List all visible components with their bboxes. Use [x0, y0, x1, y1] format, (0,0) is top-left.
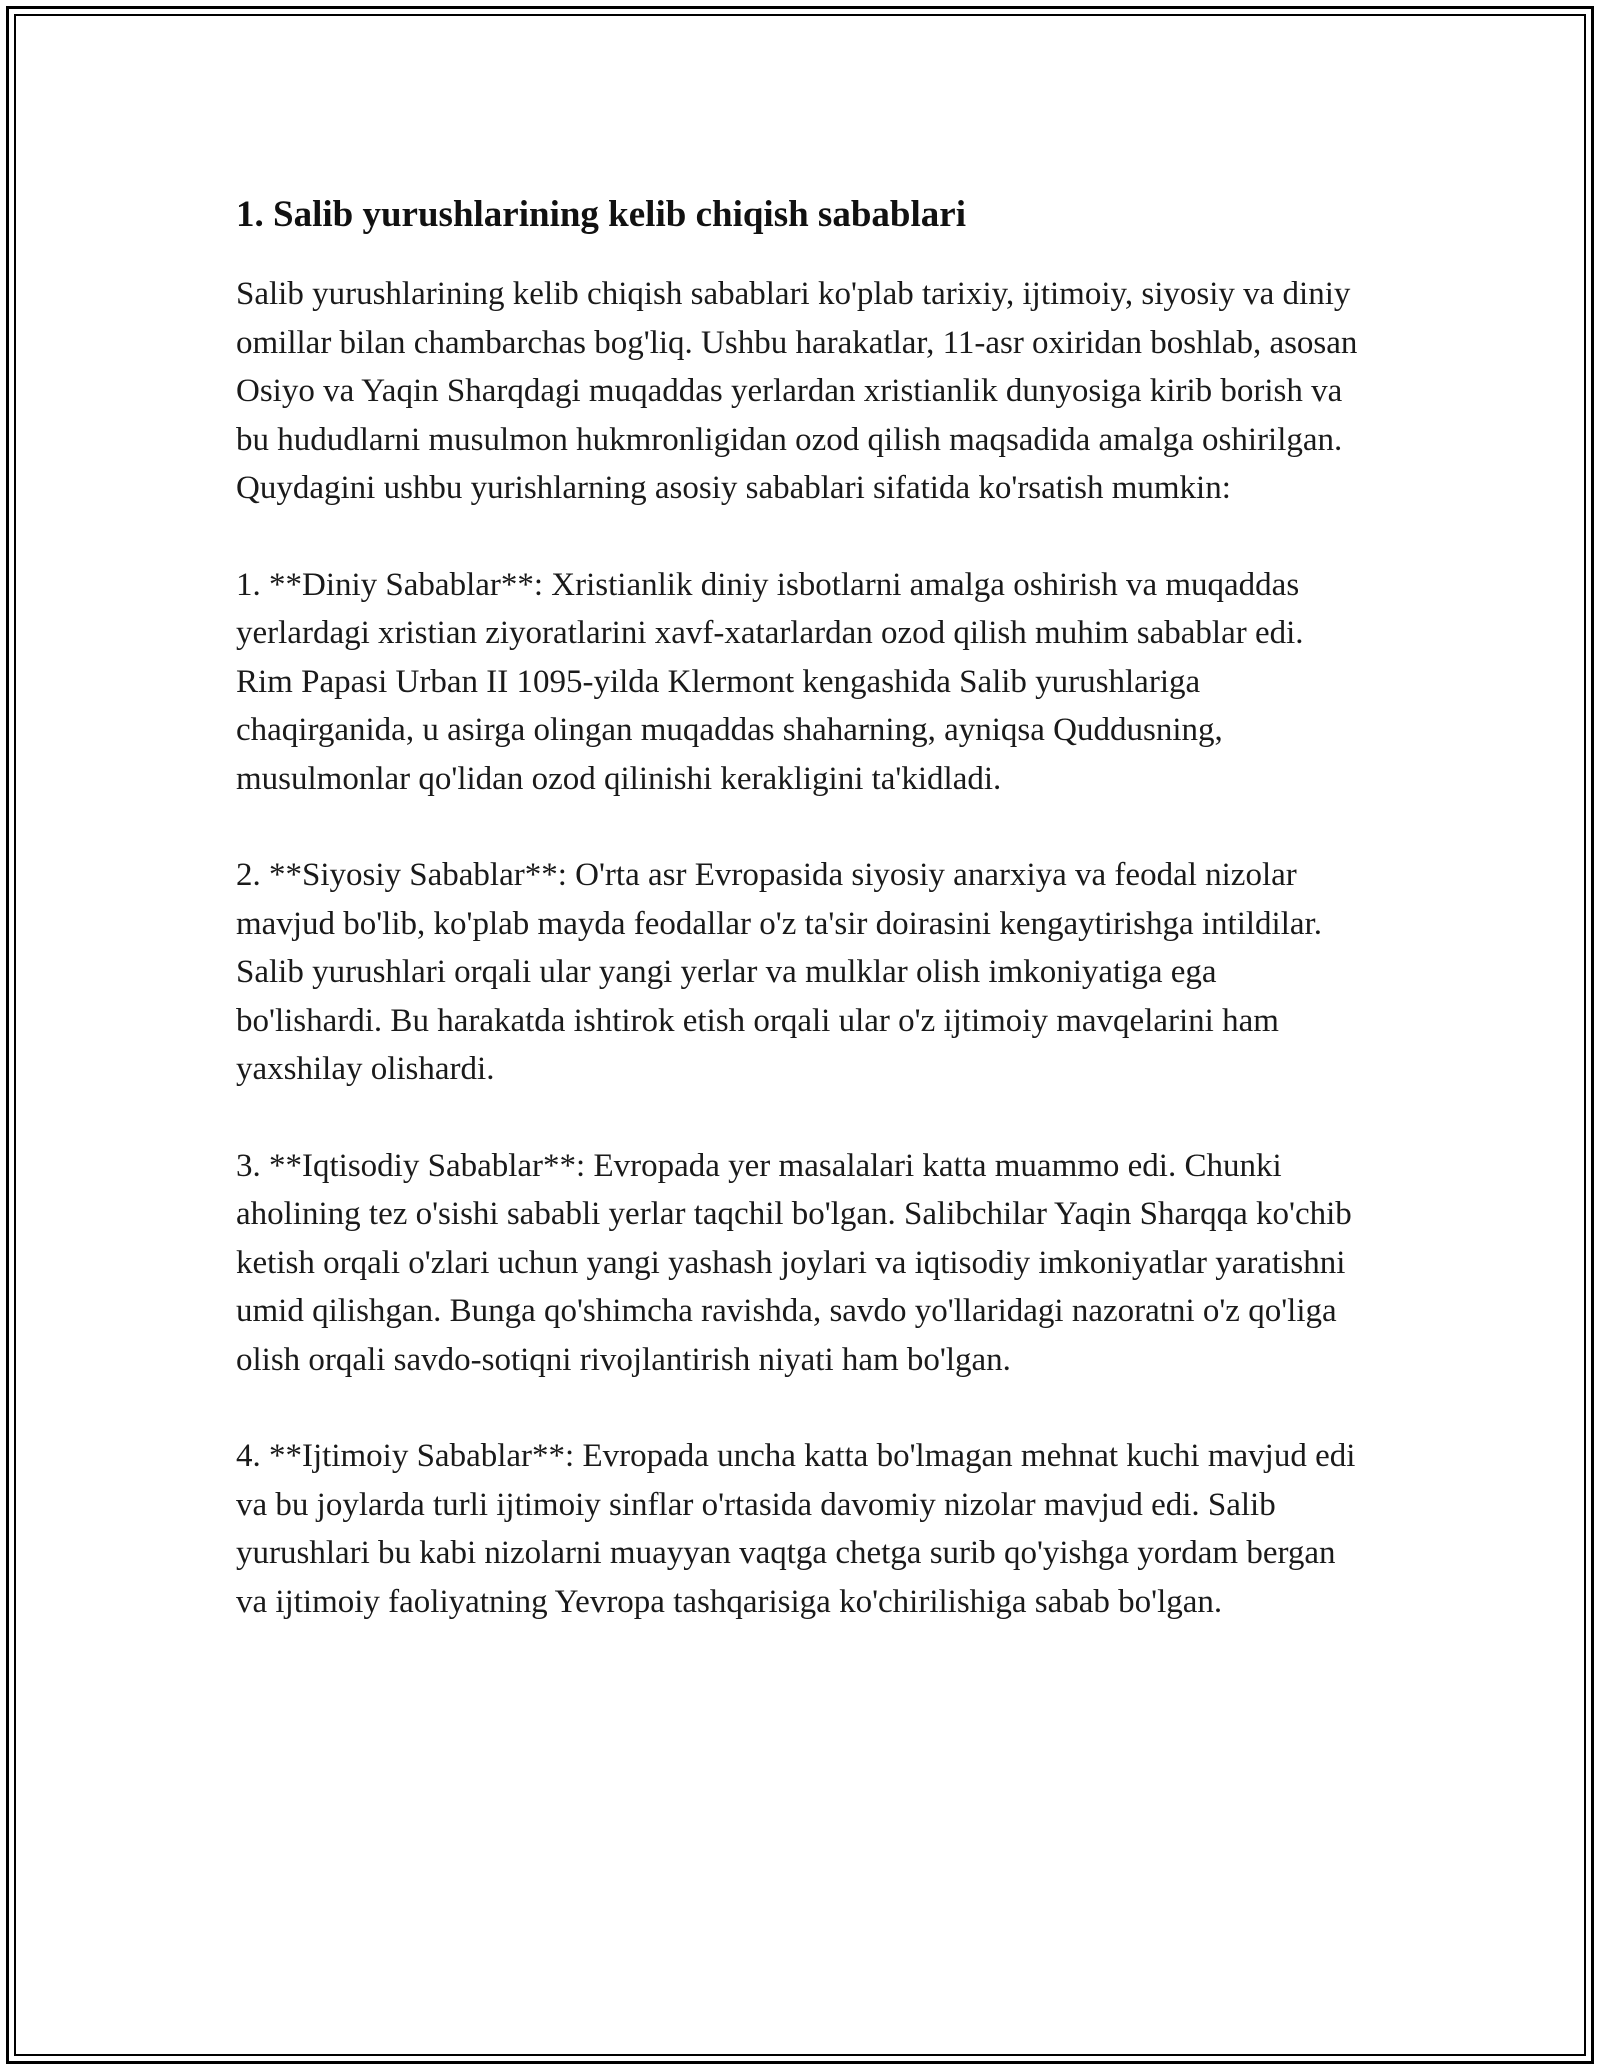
- section-title: 1. Salib yurushlarining kelib chiqish sabablari: [236, 194, 966, 235]
- paragraph-social-reasons: 4. **Ijtimoiy Sabablar**: Evropada uncha katta bo'lmagan mehnat kuchi mavjud edi va bu joylarda turli ijtimoiy sinflar o'rtasida davomiy nizolar mavjud edi. Salib yurushlari bu kabi nizolarni muayyan vaqtga chetga surib qo'yishga yordam bergan va ijtimoiy faoliyatning Yevropa tashqarisiga ko'chirilishiga sabab bo'lgan.: [236, 1438, 1356, 1620]
- paragraph-religious-reasons: 1. **Diniy Sabablar**: Xristianlik diniy isbotlarni amalga oshirish va muqaddas yerlardagi xristian ziyoratlarini xavf-xatarlardan ozod qilish muhim sabablar edi. Rim Papasi Urban II 1095-yilda Klermont kengashida Salib yurushlariga chaqirganida, u asirga olingan muqaddas shaharning, ayniqsa Quddusning, musulmonlar qo'lidan ozod qilinishi kerakligini ta'kidladi.: [236, 566, 1304, 797]
- paragraph-economic-reasons: 3. **Iqtisodiy Sabablar**: Evropada yer masalalari katta muammo edi. Chunki aholining tez o'sishi sababli yerlar taqchil bo'lgan. Salibchilar Yaqin Sharqqa ko'chib ketish orqali o'zlari uchun yangi yashash joylari va iqtisodiy imkoniyatlar yaratishni umid qilishgan. Bunga qo'shimcha ravishda, savdo yo'llaridagi nazoratni o'z qo'liga olish orqali savdo-sotiqni rivojlantirish niyati ham bo'lgan.: [236, 1147, 1352, 1378]
- intro-paragraph: Salib yurushlarining kelib chiqish sabablari ko'plab tarixiy, ijtimoiy, siyosiy va diniy omillar bilan chambarchas bog'liq. Ushbu harakatlar, 11-asr oxiridan boshlab, asosan Osiyo va Yaqin Sharqdagi muqaddas yerlardan xristianlik dunyosiga kirib borish va bu hududlarni musulmon hukmronligidan ozod qilish maqsadida amalga oshirilgan. Quydagini ushbu yurishlarning asosiy sabablari sifatida ko'rsatish mumkin:: [236, 276, 1358, 506]
- paragraph-political-reasons: 2. **Siyosiy Sabablar**: O'rta asr Evropasida siyosiy anarxiya va feodal nizolar mavjud bo'lib, ko'plab mayda feodallar o'z ta'sir doirasini kengaytirishga intildilar. Salib yurushlari orqali ular yangi yerlar va mulklar olish imkoniyatiga ega bo'lishardi. Bu harakatda ishtirok etish orqali ular o'z ijtimoiy mavqelarini ham yaxshilay olishardi.: [236, 857, 1322, 1087]
- document-body: [236, 188, 1366, 1674]
